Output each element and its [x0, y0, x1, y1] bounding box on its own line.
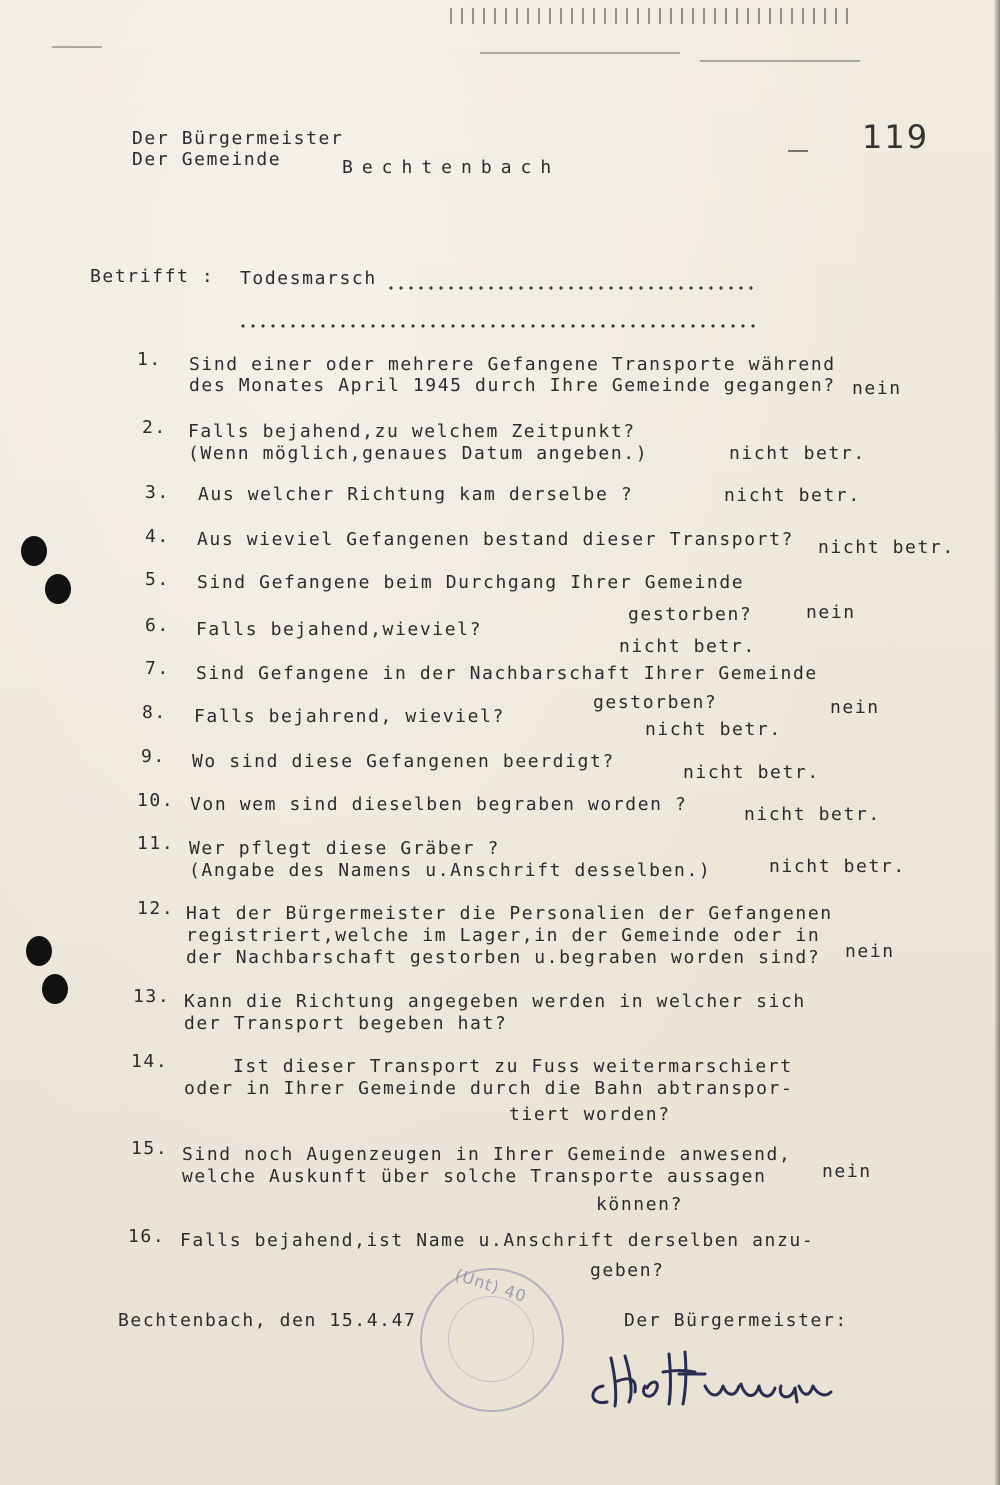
answer-text: nein: [806, 602, 856, 623]
question-text: Sind noch Augenzeugen in Ihrer Gemeinde anwesend,: [182, 1144, 792, 1165]
question-text: der Nachbarschaft gestorben u.begraben worden sind?: [186, 947, 821, 968]
question-text: Von wem sind dieselben begraben worden ?: [190, 794, 688, 815]
question-number: 9.: [141, 746, 166, 767]
question-text: Falls bejahend,ist Name u.Anschrift derselben anzu-: [180, 1230, 815, 1251]
sender-line-2: Der Gemeinde: [132, 149, 282, 170]
question-text: Ist dieser Transport zu Fuss weitermarschiert: [233, 1056, 793, 1077]
question-text: Wer pflegt diese Gräber ?: [189, 838, 500, 859]
question-number: 11.: [137, 833, 175, 854]
question-text: Sind Gefangene beim Durchgang Ihrer Gemeinde: [197, 572, 745, 593]
question-text: gestorben?: [628, 604, 753, 625]
answer-text: nicht betr.: [724, 485, 861, 506]
answer-text: nicht betr.: [729, 443, 866, 464]
subject-dots: [386, 286, 756, 290]
question-text: registriert,welche im Lager,in der Gemeinde oder in: [186, 925, 821, 946]
scan-smudge: [480, 52, 680, 54]
page-number: 119: [862, 118, 930, 156]
answer-text: nicht betr.: [818, 537, 955, 558]
answer-text: nein: [845, 941, 895, 962]
question-text: Falls bejahrend, wieviel?: [194, 706, 505, 727]
question-text: Sind Gefangene in der Nachbarschaft Ihrer Gemeinde: [196, 663, 818, 684]
question-number: 13.: [133, 986, 171, 1007]
stamp-text: (Unt) 40: [452, 1265, 530, 1306]
punch-hole: [42, 974, 68, 1004]
question-number: 2.: [142, 417, 167, 438]
question-text: Wo sind diese Gefangenen beerdigt?: [192, 751, 615, 772]
question-number: 16.: [128, 1226, 166, 1247]
question-number: 1.: [137, 349, 162, 370]
question-text: (Angabe des Namens u.Anschrift desselben.): [189, 860, 712, 881]
question-number: 10.: [137, 790, 175, 811]
scan-smudge: [700, 60, 860, 62]
question-text: Falls bejahend,zu welchem Zeitpunkt?: [188, 421, 636, 442]
question-text: Kann die Richtung angegeben werden in welcher sich: [184, 991, 806, 1012]
signer-title: Der Bürgermeister:: [624, 1310, 848, 1331]
scan-smudge: [52, 46, 102, 48]
question-text: gestorben?: [593, 692, 718, 713]
question-number: 7.: [145, 658, 170, 679]
answer-text: nicht betr.: [744, 804, 881, 825]
question-text: geben?: [590, 1260, 665, 1281]
answer-text: nicht betr.: [769, 856, 906, 877]
question-text: tiert worden?: [509, 1104, 671, 1125]
question-number: 15.: [131, 1138, 169, 1159]
question-text: (Wenn möglich,genaues Datum angeben.): [188, 443, 649, 464]
page-mark: [788, 150, 808, 152]
question-number: 8.: [142, 702, 167, 723]
question-text: Aus welcher Richtung kam derselbe ?: [198, 484, 634, 505]
question-text: Sind einer oder mehrere Gefangene Transporte während: [189, 354, 836, 375]
answer-text: nein: [822, 1161, 872, 1182]
page-edge: [994, 0, 1000, 1485]
municipality-name: Bechtenbach: [342, 157, 561, 178]
punch-hole: [45, 574, 71, 604]
subject-dots: [238, 324, 756, 328]
punch-hole: [26, 936, 52, 966]
handwritten-signature: [585, 1336, 845, 1416]
answer-text: nicht betr.: [683, 762, 820, 783]
answer-text: nicht betr.: [619, 636, 756, 657]
punch-hole: [21, 536, 47, 566]
question-text: des Monates April 1945 durch Ihre Gemeinde gegangen?: [189, 375, 836, 396]
question-number: 4.: [145, 526, 170, 547]
question-text: Hat der Bürgermeister die Personalien der Gefangenen: [186, 903, 833, 924]
subject-value: Todesmarsch: [240, 268, 377, 289]
sender-line-1: Der Bürgermeister: [132, 128, 344, 149]
question-number: 3.: [145, 482, 170, 503]
question-text: Aus wieviel Gefangenen bestand dieser Transport?: [197, 529, 794, 550]
question-text: oder in Ihrer Gemeinde durch die Bahn abtranspor-: [184, 1078, 794, 1099]
question-number: 6.: [145, 615, 170, 636]
subject-label: Betrifft :: [90, 266, 215, 287]
answer-text: nicht betr.: [645, 719, 782, 740]
top-edge-marks: [450, 8, 850, 24]
answer-text: nein: [852, 378, 902, 399]
official-stamp-inner-ring: [448, 1296, 534, 1382]
question-text: welche Auskunft über solche Transporte aussagen: [182, 1166, 767, 1187]
question-text: der Transport begeben hat?: [184, 1013, 508, 1034]
question-number: 14.: [131, 1051, 169, 1072]
answer-text: nein: [830, 697, 880, 718]
place-and-date: Bechtenbach, den 15.4.47: [118, 1310, 417, 1331]
question-number: 12.: [137, 898, 175, 919]
question-number: 5.: [145, 569, 170, 590]
question-text: können?: [596, 1194, 684, 1215]
question-text: Falls bejahend,wieviel?: [196, 619, 483, 640]
